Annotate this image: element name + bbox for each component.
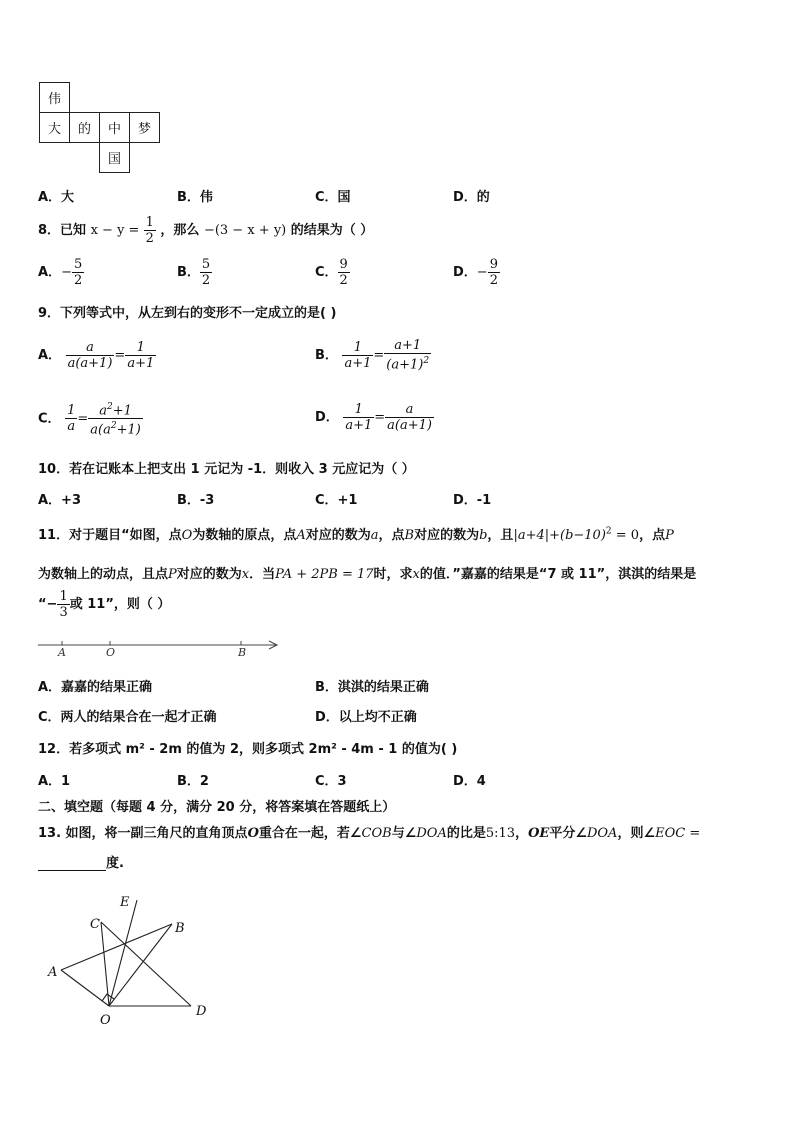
q12-option-b: B．2 bbox=[177, 774, 209, 789]
q11-l2b: 对应的数为 bbox=[176, 567, 242, 582]
q8-tail: 的结果为（ ） bbox=[290, 223, 374, 238]
q11-line1 bbox=[38, 524, 674, 543]
q7-option-c: C．国 bbox=[315, 190, 351, 205]
q9-a-right-den: a+1 bbox=[127, 356, 155, 371]
q9-a-right-num: 1 bbox=[125, 340, 156, 356]
q8-mid: ，那么 bbox=[160, 223, 200, 238]
q7-option-b: B．伟 bbox=[177, 190, 213, 205]
q11-l1e: 对应的数为 bbox=[414, 528, 480, 543]
q11-point-b: B bbox=[404, 528, 415, 543]
q9-a-label: A． bbox=[38, 348, 62, 363]
q8-b-num: 5 bbox=[201, 257, 211, 272]
cube-cell-meng: 梦 bbox=[129, 112, 160, 143]
q8-a-label: A． bbox=[38, 265, 62, 280]
q11-l2d: 时，求 bbox=[373, 567, 413, 582]
q7-option-d: D．的 bbox=[453, 190, 490, 205]
q9-d-left-num: 1 bbox=[343, 402, 374, 418]
q9-b-right-num: a+1 bbox=[384, 338, 431, 354]
numline-label-o: O bbox=[106, 646, 116, 659]
q11-point-a: A bbox=[296, 528, 306, 543]
q9-a-right bbox=[125, 340, 156, 371]
q9-b-right-den-base: (a+1) bbox=[386, 357, 424, 373]
q9-c-label: C． bbox=[38, 411, 61, 427]
q11-number-line bbox=[36, 634, 286, 660]
q9-c-right-den bbox=[88, 419, 143, 437]
q9-b-right bbox=[384, 338, 431, 372]
q8-d-den: 2 bbox=[489, 273, 498, 288]
q8-d-label: D． bbox=[453, 265, 477, 280]
q9-b-label: B． bbox=[315, 348, 338, 363]
q9-stem: 9．下列等式中，从左到右的变形不一定成立的是( ) bbox=[38, 306, 337, 321]
q11-option-b: B．淇淇的结果正确 bbox=[315, 680, 429, 695]
q10-stem: 10．若在记账本上把支出 1 元记为 -1．则收入 3 元应记为（ ） bbox=[38, 462, 415, 477]
q13-l1a: 13. 如图，将一副三角尺的直角顶点 bbox=[38, 826, 248, 841]
q8-prefix: 8．已知 bbox=[38, 223, 87, 238]
q11-var-b: b bbox=[479, 528, 488, 543]
fig-label-a: A bbox=[48, 965, 58, 980]
q12-stem: 12．若多项式 m² - 2m 的值为 2，则多项式 2m² - 4m - 1 的值为( ) bbox=[38, 742, 458, 757]
q9-d-right bbox=[385, 402, 434, 433]
fig-label-o: O bbox=[100, 1013, 111, 1028]
q8-a-frac bbox=[72, 257, 84, 288]
q11-point-p: P bbox=[665, 528, 674, 543]
q11-frac bbox=[57, 589, 69, 620]
q13-l1f: 平分∠ bbox=[549, 826, 587, 841]
q8-half-num: 1 bbox=[145, 215, 154, 230]
q8-half-den: 2 bbox=[145, 231, 154, 246]
q11-point-p-2: P bbox=[168, 567, 177, 582]
q9-b-right-den bbox=[384, 354, 431, 372]
q11-option-a: A．嘉嘉的结果正确 bbox=[38, 680, 153, 695]
cube-cell-de: 的 bbox=[69, 112, 100, 143]
q8-c-label: C． bbox=[315, 265, 338, 280]
q13-line1 bbox=[38, 822, 700, 841]
q13-l1c: 与∠ bbox=[391, 826, 417, 841]
q11-point-o: O bbox=[181, 528, 193, 543]
q11-frac-den: 3 bbox=[59, 605, 68, 620]
q9-c-right bbox=[88, 400, 143, 438]
q11-var-a: a bbox=[370, 528, 379, 543]
fig-label-e: E bbox=[120, 895, 130, 910]
q9-option-b bbox=[315, 338, 431, 374]
q8-d-sign: − bbox=[476, 265, 488, 280]
q13-angle-cob: COB bbox=[361, 826, 392, 841]
q11-option-d: D．以上均不正确 bbox=[315, 710, 417, 725]
q13-l1h: = bbox=[685, 826, 701, 841]
q9-option-c bbox=[38, 400, 143, 438]
q9-b-left-den: a+1 bbox=[344, 356, 372, 371]
q9-d-left-den: a+1 bbox=[345, 418, 373, 433]
q12-option-a: A．1 bbox=[38, 774, 71, 789]
q13-angle-eoc: EOC bbox=[655, 826, 686, 841]
q9-a-eq: = bbox=[114, 348, 126, 363]
q11-l3a: “− bbox=[38, 597, 58, 612]
q11-l2e: 的值．”嘉嘉的结果是“7 或 11”，淇淇的结果是 bbox=[419, 567, 697, 582]
q13-angle-doa-2: DOA bbox=[586, 826, 618, 841]
q11-pa-expr: PA + 2PB = 17 bbox=[275, 567, 374, 582]
q9-d-left bbox=[343, 402, 374, 433]
q11-abs-expr: |a+4|+(b−10) bbox=[513, 528, 606, 543]
cube-cell-wei: 伟 bbox=[39, 82, 70, 113]
q9-d-right-num: a bbox=[385, 402, 434, 418]
q9-d-label: D． bbox=[315, 410, 339, 425]
q11-var-x: x bbox=[241, 567, 250, 582]
q13-figure bbox=[40, 888, 230, 1030]
q9-c-left-den: a bbox=[67, 419, 76, 435]
q8-expression: −(3 − x + y) bbox=[203, 223, 287, 238]
q13-line2 bbox=[38, 852, 124, 871]
q8-c-den: 2 bbox=[339, 273, 348, 288]
q8-c-frac bbox=[338, 257, 350, 288]
q8-a-sign: − bbox=[61, 265, 72, 280]
q11-frac-num: 1 bbox=[59, 589, 68, 604]
q11-l1c: 对应的数为 bbox=[305, 528, 371, 543]
q11-l3b: 或 11”，则（ ） bbox=[69, 597, 171, 612]
q8-b-frac bbox=[200, 257, 212, 288]
q11-l1g: ，点 bbox=[639, 528, 666, 543]
q11-sq: 2 bbox=[605, 526, 612, 537]
q9-option-d bbox=[315, 400, 434, 436]
fig-label-b: B bbox=[175, 921, 185, 936]
q9-a-left-den: a(a+1) bbox=[67, 356, 113, 371]
q9-c-right-den-b: +1) bbox=[116, 422, 141, 438]
q8-condition: x − y = bbox=[90, 223, 144, 238]
q8-half bbox=[144, 215, 156, 246]
q9-c-eq: = bbox=[77, 411, 89, 427]
cube-cell-da: 大 bbox=[39, 112, 70, 143]
q9-b-eq: = bbox=[373, 348, 385, 363]
q11-l1d: ，点 bbox=[378, 528, 405, 543]
q8-a-den: 2 bbox=[73, 273, 83, 288]
q13-ratio: 5:13 bbox=[485, 826, 516, 841]
q9-c-right-num-base: a bbox=[99, 403, 107, 419]
q10-option-d: D．-1 bbox=[453, 493, 492, 508]
q9-option-a bbox=[38, 338, 156, 374]
q11-l1a: 11．对于题目“如图，点 bbox=[38, 528, 182, 543]
q13-l1b: 重合在一起，若∠ bbox=[258, 826, 362, 841]
q9-b-left-num: 1 bbox=[342, 340, 373, 356]
q8-b-den: 2 bbox=[201, 273, 211, 288]
q11-eq0: = 0 bbox=[611, 528, 640, 543]
q8-option-b bbox=[177, 256, 212, 290]
q11-l2c: ．当 bbox=[249, 567, 276, 582]
q13-oe: OE bbox=[528, 826, 550, 841]
q8-option-a bbox=[38, 256, 84, 290]
q9-c-left bbox=[65, 403, 77, 434]
q13-point-o: O bbox=[247, 826, 259, 841]
q13-angle-doa: DOA bbox=[416, 826, 447, 841]
q9-d-eq: = bbox=[374, 410, 386, 425]
q12-option-d: D．4 bbox=[453, 774, 486, 789]
fig-label-d: D bbox=[196, 1004, 207, 1019]
q9-c-left-num: 1 bbox=[67, 403, 76, 419]
q9-c-right-den-exp: 2 bbox=[110, 421, 117, 432]
q8-stem bbox=[38, 214, 373, 248]
q9-c-right-num-exp: 2 bbox=[106, 402, 113, 412]
numline-label-a: A bbox=[58, 646, 66, 659]
q8-c-num: 9 bbox=[339, 257, 348, 272]
q11-option-c: C．两人的结果合在一起才正确 bbox=[38, 710, 217, 725]
cube-cell-guo: 国 bbox=[99, 142, 130, 173]
q9-a-left bbox=[66, 340, 115, 371]
q10-option-b: B．-3 bbox=[177, 493, 215, 508]
q11-l2a: 为数轴上的动点，且点 bbox=[38, 567, 169, 582]
q13-l1g: ，则∠ bbox=[617, 826, 656, 841]
q11-line3 bbox=[38, 588, 170, 622]
numline-label-b: B bbox=[238, 646, 247, 659]
q8-option-c bbox=[315, 256, 350, 290]
q8-a-num: 5 bbox=[73, 257, 83, 272]
q11-l1f: ，且 bbox=[487, 528, 514, 543]
fig-label-c: C bbox=[90, 917, 100, 932]
q12-option-c: C．3 bbox=[315, 774, 347, 789]
q11-l1b: 为数轴的原点，点 bbox=[192, 528, 297, 543]
q8-d-frac bbox=[488, 257, 500, 288]
q13-l1e: ， bbox=[515, 826, 529, 841]
q9-a-left-num: a bbox=[66, 340, 115, 356]
q11-var-x-2: x bbox=[412, 567, 420, 582]
q9-c-right-num: $a^2+1$ bbox=[88, 400, 143, 419]
q9-b-left bbox=[342, 340, 373, 371]
q9-b-right-den-exp: 2 bbox=[423, 356, 430, 367]
q13-l1d: 的比是 bbox=[446, 826, 486, 841]
q10-option-c: C．+1 bbox=[315, 493, 358, 508]
q9-c-right-den-a: a(a bbox=[90, 422, 111, 438]
q8-option-d bbox=[453, 256, 500, 290]
q7-option-a: A．大 bbox=[38, 190, 75, 205]
section-title-fill-in: 二、填空题（每题 4 分，满分 20 分，将答案填在答题纸上） bbox=[38, 800, 396, 815]
cube-cell-zhong: 中 bbox=[99, 112, 130, 143]
q8-b-label: B． bbox=[177, 265, 200, 280]
q8-d-num: 9 bbox=[489, 257, 498, 272]
q10-option-a: A．+3 bbox=[38, 493, 81, 508]
q13-answer-blank[interactable] bbox=[38, 856, 106, 871]
q9-d-right-den: a(a+1) bbox=[387, 418, 432, 433]
q13-unit: 度. bbox=[106, 856, 124, 871]
q11-line2 bbox=[38, 563, 696, 582]
